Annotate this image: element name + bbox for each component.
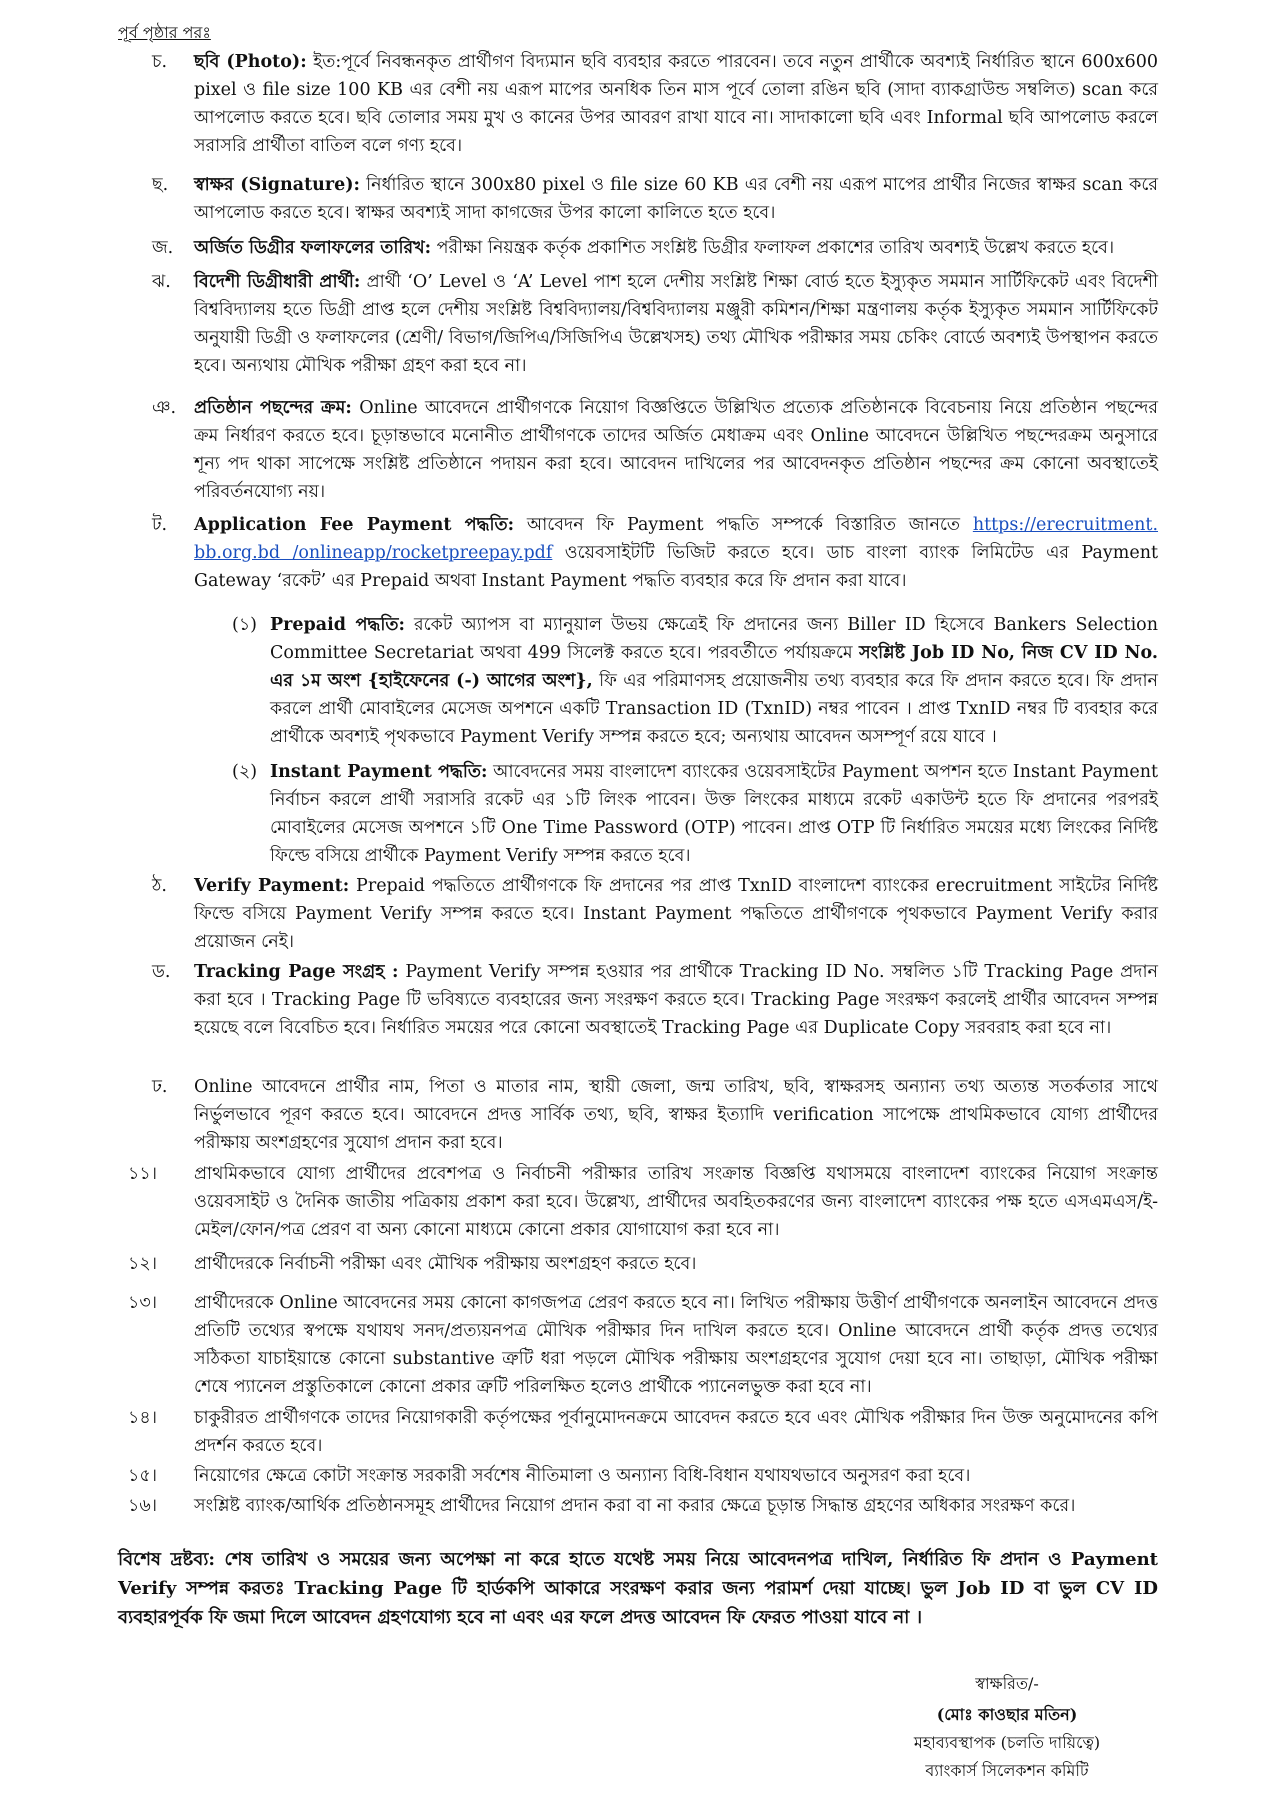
- item-marker: ঝ.: [152, 272, 171, 292]
- subitem-text: আবেদনের সময় বাংলাদেশ ব্যাংকের ওয়েবসাইটের Payment অপশন হতে Instant Payment নির্বাচন করলে প্রার্থী সরাসরি রকেট এর ১টি লিংক পাবেন। উক্ত লিংকের মাধ্যমে রকেট একাউন্ট হতে ফি প্রদানের পরপরই মোবাইলের মেসেজ অপশনে ১টি One Time Password (OTP) পাবেন। প্রাপ্ত OTP টি নির্ধারিত সময়ের মধ্যে লিংকের নির্দিষ্ট ফিল্ডে বসিয়ে প্রার্থীকে Payment Verify সম্পন্ন করতে হবে।: [270, 762, 1158, 866]
- clause-16: [118, 1492, 1158, 1520]
- item-title: Tracking Page সংগ্রহ :: [194, 962, 399, 982]
- subitem-title: Prepaid পদ্ধতি:: [270, 615, 405, 635]
- signed-mark: স্বাক্ষরিত/-: [975, 1674, 1039, 1693]
- subitem-bold-text: সংশ্লিষ্ট Job ID No, নিজ CV ID No. এর ১ম অংশ {হাইফেনের (-) আগের অংশ},: [270, 643, 1159, 691]
- clause-text: প্রার্থীদেরকে নির্বাচনী পরীক্ষা এবং মৌখিক পরীক্ষায় অংশগ্রহণ করতে হবে।: [194, 1254, 697, 1274]
- item-marker: ট.: [152, 515, 168, 535]
- item-foreign-degree: [118, 268, 1158, 380]
- item-text-cont: ওয়েবসাইটটি ভিজিট করতে হবে। ডাচ বাংলা ব্যাংক লিমিটেড এর Payment Gateway ‘রকেট’ এর Prepaid অথবা Instant Payment পদ্ধতি ব্যবহার করে ফি প্রদান করা যাবে।: [194, 543, 1158, 591]
- clause-text: নিয়োগের ক্ষেত্রে কোটা সংক্রান্ত সরকারী সর্বশেষ নীতিমালা ও অন্যান্য বিধি-বিধান যথাযথভাবে অনুসরণ করা হবে।: [194, 1466, 971, 1486]
- item-marker: ছ.: [152, 175, 169, 195]
- clause-number: ১১।: [128, 1164, 157, 1184]
- item-text: নির্ধারিত স্থানে 300x80 pixel ও file size 60 KB এর বেশী নয় এরূপ মাপের প্রার্থীর নিজের স্বাক্ষর scan করে আপলোড করতে হবে। স্বাক্ষর অবশ্যই সাদা কাগজের উপর কালো কালিতে হতে হবে।: [194, 175, 1158, 223]
- clause-12: [118, 1250, 1158, 1278]
- clause-text: সংশ্লিষ্ট ব্যাংক/আর্থিক প্রতিষ্ঠানসমূহ প্রার্থীদের নিয়োগ প্রদান করা বা না করার ক্ষেত্রে চূড়ান্ত সিদ্ধান্ত গ্রহণের অধিকার সংরক্ষণ করে।: [194, 1496, 1076, 1516]
- signatory-office: ব্যাংকার্স সিলেকশন কমিটি: [925, 1761, 1089, 1780]
- clause-number: ১৩।: [128, 1293, 157, 1313]
- item-title: প্রতিষ্ঠান পছন্দের ক্রম:: [194, 398, 352, 418]
- clause-14: [118, 1404, 1158, 1460]
- item-title: ছবি (Photo):: [194, 52, 307, 72]
- item-marker: চ.: [152, 52, 168, 72]
- item-result-date: [118, 234, 1158, 262]
- item-text: আবেদন ফি Payment পদ্ধতি সম্পর্কে বিস্তারিত জানতে: [514, 515, 973, 535]
- item-marker: ড.: [152, 962, 171, 982]
- clause-number: ১৬।: [128, 1496, 157, 1516]
- item-marker: জ.: [152, 238, 174, 258]
- item-text: Online আবেদনে প্রার্থীগণকে নিয়োগ বিজ্ঞপ্তিতে উল্লিখিত প্রত্যেক প্রতিষ্ঠানকে বিবেচনায় নিয়ে প্রতিষ্ঠান পছন্দের ক্রম নির্ধারণ করতে হবে। চূড়ান্তভাবে মনোনীত প্রার্থীগণকে তাদের অর্জিত মেধাক্রম এবং Online আবেদনে উল্লিখিত পছন্দেরক্রম অনুসারে শূন্য পদ থাকা সাপেক্ষে সংশ্লিষ্ট প্রতিষ্ঠানে পদায়ন করা হবে। আবেদন দাখিলের পর আবেদনকৃত প্রতিষ্ঠান পছন্দের ক্রম কোনো অবস্থাতেই পরিবর্তনযোগ্য নয়।: [194, 398, 1158, 502]
- item-title: Application Fee Payment পদ্ধতি:: [194, 515, 515, 535]
- item-title: স্বাক্ষর (Signature):: [194, 175, 360, 195]
- item-photo: [118, 48, 1158, 160]
- clause-11: [118, 1160, 1158, 1244]
- item-title: Verify Payment:: [194, 876, 350, 896]
- item-title: অর্জিত ডিগ্রীর ফলাফলের তারিখ:: [194, 238, 432, 258]
- item-institution-preference: [118, 394, 1158, 506]
- item-tracking-page: [118, 958, 1158, 1042]
- continued-header: পূর্ব পৃষ্ঠার পরঃ: [118, 23, 211, 42]
- fee-info-link[interactable]: https://erecruitment. bb.org.bd /onlineapp/rocketpreepay.pdf: [194, 515, 1159, 563]
- subitem-text-cont: ফি এর পরিমাণসহ প্রয়োজনীয় তথ্য ব্যবহার করে ফি প্রদান করতে হবে। ফি প্রদান করলে প্রার্থী মোবাইলের মেসেজ অপশনে একটি Transaction ID (TxnID) নম্বর পাবেন । প্রাপ্ত TxnID নম্বর টি ব্যবহার করে প্রার্থীকে অবশ্যই পৃথকভাবে Payment Verify সম্পন্ন করতে হবে; অন্যথায় আবেদন অসম্পূর্ণ রয়ে যাবে ।: [270, 671, 1158, 747]
- item-title: বিদেশী ডিগ্রীধারী প্রার্থী:: [194, 272, 361, 292]
- clause-text: প্রাথমিকভাবে যোগ্য প্রার্থীদের প্রবেশপত্র ও নির্বাচনী পরীক্ষার তারিখ সংক্রান্ত বিজ্ঞপ্তি যথাসময়ে বাংলাদেশ ব্যাংকের নিয়োগ সংক্রান্ত ওয়েবসাইট ও দৈনিক জাতীয় পত্রিকায় প্রকাশ করা হবে। উল্লেখ্য, প্রার্থীদের অবহিতকরণের জন্য বাংলাদেশ ব্যাংকের পক্ষ হতে এসএমএস/ই-মেইল/ফোন/পত্র প্রেরণ বা অন্য কোনো মাধ্যমে কোনো প্রকার যোগাযোগ করা হবে না।: [194, 1164, 1158, 1240]
- subitem-prepaid: [232, 611, 1158, 751]
- clause-number: ১২।: [128, 1254, 157, 1274]
- item-text: Online আবেদনে প্রার্থীর নাম, পিতা ও মাতার নাম, স্থায়ী জেলা, জন্ম তারিখ, ছবি, স্বাক্ষরসহ অন্যান্য তথ্য অত্যন্ত সতর্কতার সাথে নির্ভুলভাবে পূরণ করতে হবে। আবেদনে প্রদত্ত সার্বিক তথ্য, ছবি, স্বাক্ষর ইত্যাদি verification সাপেক্ষে প্রাথমিকভাবে যোগ্য প্রার্থীদের পরীক্ষায় অংশগ্রহণের সুযোগ প্রদান করা হবে।: [194, 1077, 1158, 1153]
- clause-text: প্রার্থীদেরকে Online আবেদনের সময় কোনো কাগজপত্র প্রেরণ করতে হবে না। লিখিত পরীক্ষায় উত্তীর্ণ প্রার্থীগণকে অনলাইন আবেদনে প্রদত্ত প্রতিটি তথ্যের স্বপক্ষে যথাযথ সনদ/প্রত্যয়নপত্র মৌখিক পরীক্ষার দিন দাখিল করতে হবে। Online আবেদনে প্রার্থী কর্তৃক প্রদত্ত তথ্যের সঠিকতা যাচাইয়ান্তে কোনো substantive ত্রুটি ধরা পড়লে মৌখিক পরীক্ষায় অংশগ্রহণের সুযোগ দেয়া হবে না। তাছাড়া, মৌখিক পরীক্ষা শেষে প্যানেল প্রস্তুতিকালে কোনো প্রকার ত্রুটি পরিলক্ষিত হলেও প্রার্থীকে প্যানেলভুক্ত করা হবে না।: [194, 1293, 1158, 1397]
- subitem-title: Instant Payment পদ্ধতি:: [270, 762, 488, 782]
- special-note: বিশেষ দ্রষ্টব্য: শেষ তারিখ ও সময়ের জন্য অপেক্ষা না করে হাতে যথেষ্ট সময় নিয়ে আবেদনপত্র দাখিল, নির্ধারিত ফি প্রদান ও Payment Verify সম্পন্ন করতঃ Tracking Page টি হার্ডকপি আকারে সংরক্ষণ করার জন্য পরামর্শ দেয়া যাচ্ছে। ভুল Job ID বা ভুল CV ID ব্যবহারপূর্বক ফি জমা দিলে আবেদন গ্রহণযোগ্য হবে না এবং এর ফলে প্রদত্ত আবেদন ফি ফেরত পাওয়া যাবে না ।: [118, 1549, 1158, 1628]
- item-text: ইত:পূর্বে নিবন্ধনকৃত প্রার্থীগণ বিদ্যমান ছবি ব্যবহার করতে পারবেন। তবে নতুন প্রার্থীকে অবশ্যই নির্ধারিত স্থানে 600x600 pixel ও file size 100 KB এর বেশী নয় এরূপ মাপের অনধিক তিন মাস পূর্বে তোলা রঙিন ছবি (সাদা ব্যাকগ্রাউন্ড সম্বলিত) scan করে আপলোড করতে হবে। ছবি তোলার সময় মুখ ও কানের উপর আবরণ রাখা যাবে না। সাদাকালো ছবি এবং Informal ছবি আপলোড করলে সরাসরি প্রার্থীতা বাতিল বলে গণ্য হবে।: [194, 52, 1158, 156]
- item-marker: ঢ.: [152, 1077, 168, 1097]
- subitem-instant: [232, 758, 1158, 870]
- clause-13: [118, 1289, 1158, 1401]
- clause-text: চাকুরীরত প্রার্থীগণকে তাদের নিয়োগকারী কর্তৃপক্ষের পূর্বানুমোদনক্রমে আবেদন করতে হবে এবং মৌখিক পরীক্ষার দিন উক্ত অনুমোদনের কপি প্রদর্শন করতে হবে।: [194, 1408, 1158, 1456]
- subitem-marker: (২): [232, 762, 258, 782]
- clause-number: ১৫।: [128, 1466, 157, 1486]
- item-marker: ঠ.: [152, 876, 167, 896]
- item-verify-payment: [118, 872, 1158, 956]
- subitem-marker: (১): [232, 615, 258, 635]
- item-marker: ঞ.: [152, 398, 177, 418]
- item-text: পরীক্ষা নিয়ন্ত্রক কর্তৃক প্রকাশিত সংশ্লিষ্ট ডিগ্রীর ফলাফল প্রকাশের তারিখ অবশ্যই উল্লেখ করতে হবে।: [431, 238, 1115, 258]
- item-text: Payment Verify সম্পন্ন হওয়ার পর প্রার্থীকে Tracking ID No. সম্বলিত ১টি Tracking Page প্রদান করা হবে । Tracking Page টি ভবিষ্যতে ব্যবহারের জন্য সংরক্ষণ করতে হবে। Tracking Page সংরক্ষণ করলেই প্রার্থীর আবেদন সম্পন্ন হয়েছে বলে বিবেচিত হবে। নির্ধারিত সময়ের পরে কোনো অবস্থাতেই Tracking Page এর Duplicate Copy সরবরাহ করা হবে না।: [194, 962, 1158, 1038]
- signatory-name: (মোঃ কাওছার মতিন): [936, 1705, 1078, 1724]
- signatory-designation: মহাব্যবস্থাপক (চলতি দায়িত্বে): [913, 1733, 1101, 1752]
- item-text: Prepaid পদ্ধতিতে প্রার্থীগণকে ফি প্রদানের পর প্রাপ্ত TxnID বাংলাদেশ ব্যাংকের erecruitment সাইটের নির্দিষ্ট ফিল্ডে বসিয়ে Payment Verify সম্পন্ন করতে হবে। Instant Payment পদ্ধতিতে প্রার্থীগণকে পৃথকভাবে Payment Verify করার প্রয়োজন নেই।: [194, 876, 1158, 952]
- clause-number: ১৪।: [128, 1408, 157, 1428]
- item-application-fee: [118, 511, 1158, 595]
- item-signature: [118, 171, 1158, 227]
- subitem-text: রকেট অ্যাপস বা ম্যানুয়াল উভয় ক্ষেত্রেই ফি প্রদানের জন্য Biller ID হিসেবে Bankers Selection Committee Secretariat অথবা 499 সিলেক্ট করতে হবে। পরবর্তীতে পর্যায়ক্রমে: [270, 615, 1158, 663]
- clause-15: [118, 1462, 1158, 1490]
- item-online-info: [118, 1073, 1158, 1157]
- item-text: প্রার্থী ‘O’ Level ও ‘A’ Level পাশ হলে দেশীয় সংশ্লিষ্ট শিক্ষা বোর্ড হতে ইস্যুকৃত সমমান সার্টিফিকেট এবং বিদেশী বিশ্ববিদ্যালয় হতে ডিগ্রী প্রাপ্ত হলে দেশীয় সংশ্লিষ্ট বিশ্ববিদ্যালয়/বিশ্ববিদ্যালয় মঞ্জুরী কমিশন/শিক্ষা মন্ত্রণালয় কর্তৃক ইস্যুকৃত সমমান সার্টিফিকেট অনুযায়ী ডিগ্রী ও ফলাফলের (শ্রেণী/ বিভাগ/জিপিএ/সিজিপিএ উল্লেখসহ) তথ্য মৌখিক পরীক্ষার সময় চেকিং বোর্ডে অবশ্যই উপস্থাপন করতে হবে। অন্যথায় মৌখিক পরীক্ষা গ্রহণ করা হবে না।: [194, 272, 1158, 376]
